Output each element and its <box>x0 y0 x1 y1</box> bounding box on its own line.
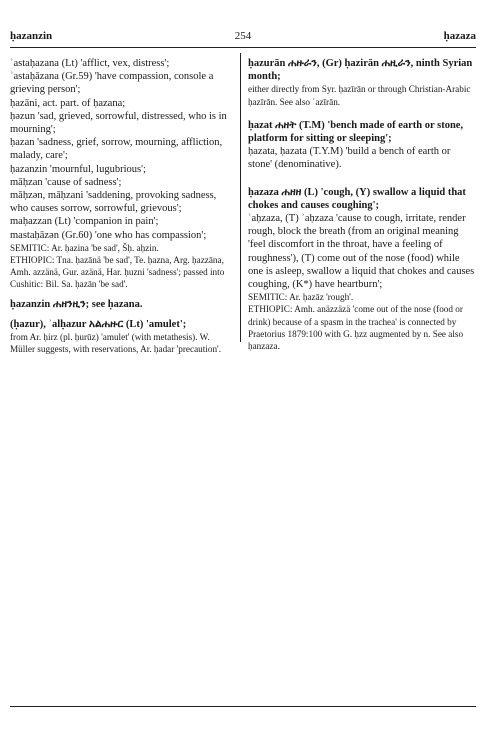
entry-line: maḥazzan (Lt) 'companion in pain'; <box>10 216 159 228</box>
entry-line: māḥzan 'cause of sadness'; <box>10 176 122 188</box>
etymology-note: either directly from Syr. ḥazīrān or through Christian-Arabic ḥazīrān. See also ʾazīrān. <box>248 84 471 107</box>
header-rule <box>10 47 476 48</box>
ethiopic-note: ETHIOPIC: Amh. anäzzäzä 'come out of the nose (food or drink) because of a spasm in the trachea' is connected by Praetorius 1879:100 with G. ḥzz augmented by n. See also ḥanzaza. <box>248 304 464 352</box>
entry-line: ʾastaḥazana (Lt) 'afflict, vex, distress'; <box>10 58 170 69</box>
page-number: 254 <box>234 30 252 42</box>
etymology-note: from Ar. ḥirz (pl. ḥurūz) 'amulet' (with metathesis). W. Müller suggests, with reservations, Ar. ḥadar 'precaution'. <box>10 332 222 355</box>
ethiopic-note: ETHIOPIC: Tna. ḥazānä 'be sad', Te. ḥazna, Arg. ḥazzāna, Amh. azzänä, Gur. azänä, Har. ḥuzni 'sadness'; passed into Cushitic: Bil. Sa. ḥazān 'be sad'. <box>10 255 225 290</box>
left-column <box>10 57 234 355</box>
header-right-guide-word: ḥazaza <box>443 30 476 42</box>
semitic-note: SEMITIC: Ar. ḥazāz 'rough'. <box>248 292 354 303</box>
entry-line: māḥzən, māḥzani 'saddening, provoking sadness, who causes sorrow, sorrowful, grievous'; <box>10 190 217 215</box>
headword: ḥazat ሐዘት (T.M) 'bench made of earth or stone, platform for sitting or sleeping'; <box>248 119 464 145</box>
column-separator <box>240 53 241 342</box>
headword: ḥazanzin ሐዘንዚን; see ḥazana. <box>10 298 143 310</box>
headword: ḥazaza ሐዘዘ (L) 'cough, (Y) swallow a liquid that chokes and causes coughing'; <box>248 186 466 211</box>
entry-line: ḥazan 'sadness, grief, sorrow, mourning, affliction, malady, care'; <box>10 137 223 162</box>
footer-rule <box>10 706 476 707</box>
entry-line: ḥəzun 'sad, grieved, sorrowful, distressed, who is in mourning'; <box>10 110 227 136</box>
entry-line: ʾaḥzaza, (T) ʾaḥzaza 'cause to cough, irritate, render rough, block the breath (from an original meaning 'feel discomfort in the throat, have a feeling of roughness'), (T) come out of the nose (food) while one is asleep, swallow a liquid that chokes and causes coughing, (K*) have heartburn'; <box>248 213 475 291</box>
running-header <box>10 30 476 46</box>
entry-line: ḥazanzin 'mournful, lugubrious'; <box>10 163 146 175</box>
entry-line: ḥazata, ḥazata (T.Y.M) 'build a bench of earth or stone' (denominative). <box>248 146 451 171</box>
right-column <box>248 57 476 352</box>
entry-line: mastaḥāzən (Gr.60) 'one who has compassion'; <box>10 229 207 241</box>
entry-line: ḥazāni, act. part. of ḥazana; <box>10 97 126 109</box>
semitic-note: SEMITIC: Ar. ḥazina 'be sad', Šḥ. aḥzin. <box>10 242 159 253</box>
headword: ḥazurān ሐዙራን, (Gr) ḥazirān ሐዚራን, ninth Syrian month; <box>248 58 473 83</box>
entry-line: ʾastaḥāzana (Gr.59) 'have compassion, console a grieving person'; <box>10 71 214 96</box>
header-left-guide-word: ḥazanzin <box>10 30 53 42</box>
headword: (ḥazur), ʾalḥazur አልሐዙር (Lt) 'amulet'; <box>10 318 187 330</box>
